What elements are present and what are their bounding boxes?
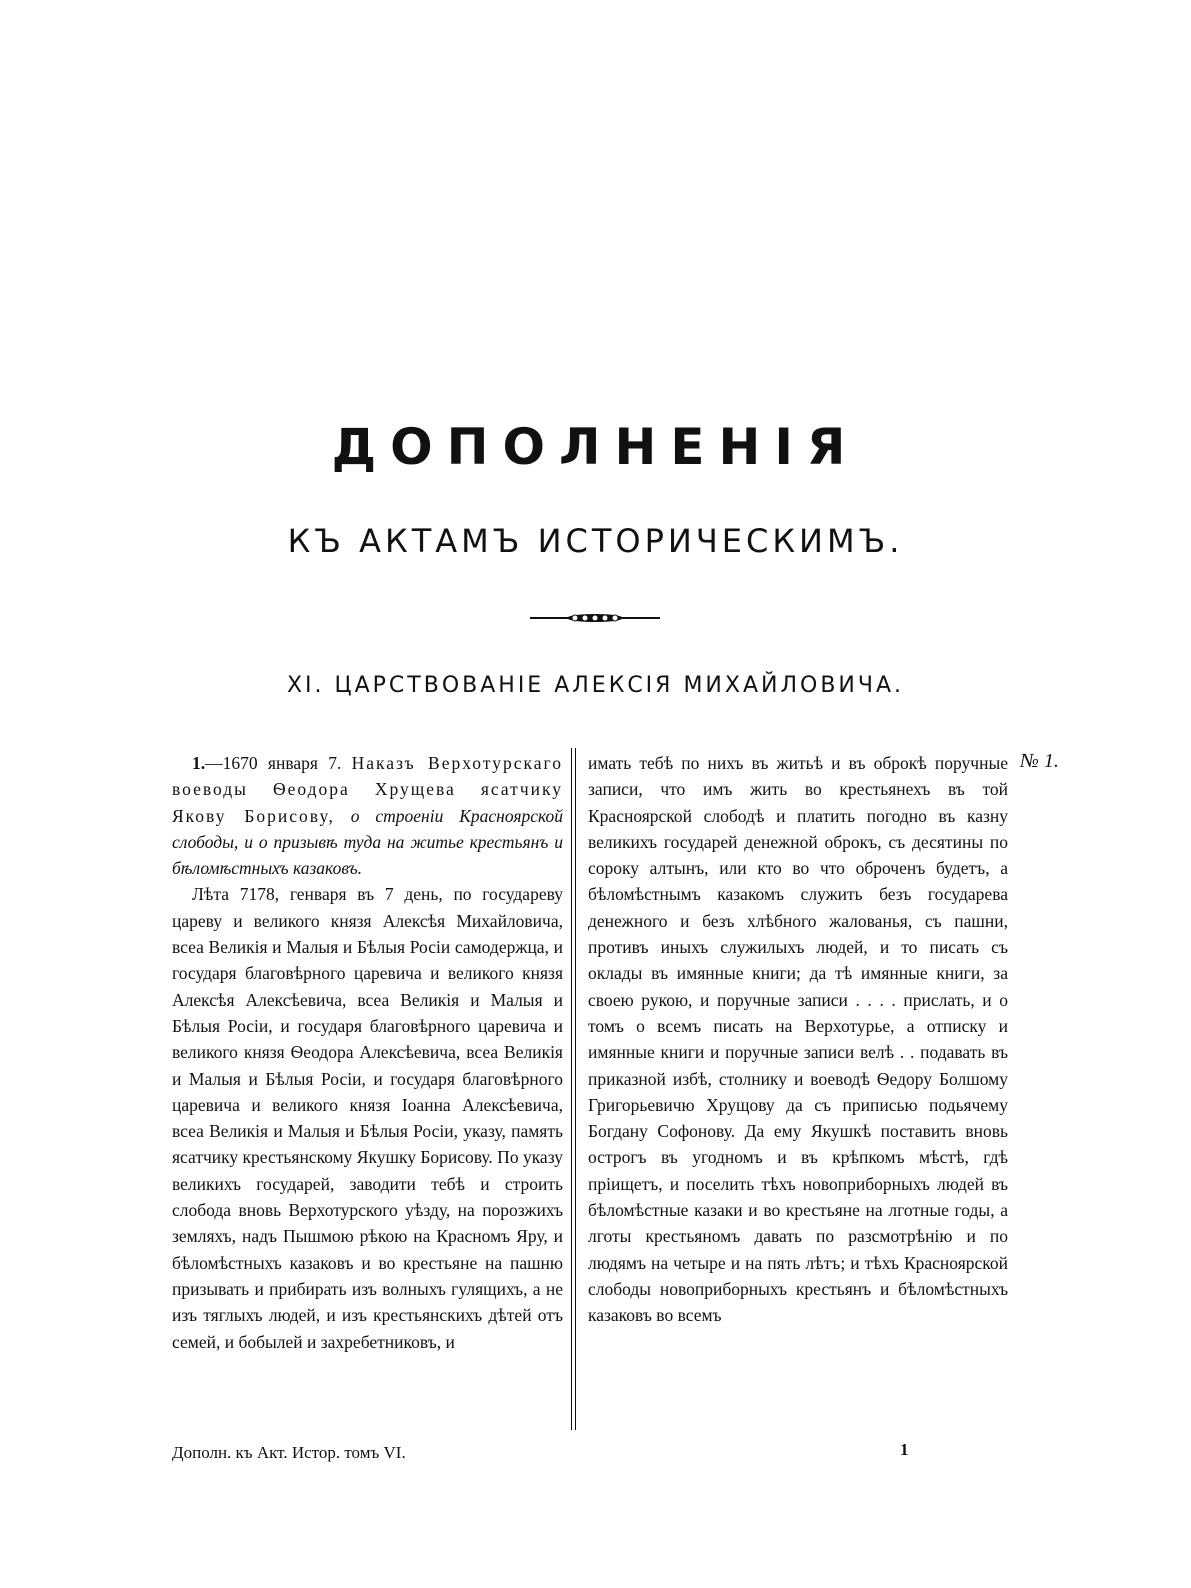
footer-signature: Дополн. къ Акт. Истор. томъ VI.: [172, 1443, 406, 1462]
ornament-divider-icon: [530, 608, 660, 628]
entry-date: —1670 января 7.: [205, 753, 342, 773]
column-divider: [571, 748, 576, 1430]
page-number: 1: [900, 1440, 909, 1459]
left-column-text: Лѣта 7178, генваря въ 7 день, по государеву цареву и великого князя Алексѣя Михайловича, всеа Великія и Малыя и Бѣлыя Росіи самодержца, и государя благовѣрного царевича и великого князя Алексѣя Алексѣевича, всеа Великія и Малыя и Бѣлыя Росіи, и государя благовѣрного царевича и великого князя Ѳеодора Алексѣевича, всеа Великія и Малыя и Бѣлыя Росіи, и государя благовѣрного царевича и великого князя Іоанна Алексѣевича, всеа Великія и Малыя и Бѣлыя Росіи, указу, память ясатчику крестьянскому Якушку Борисову. По указу великихъ государей, заводити тебѣ и строить слобода вновь Верхотурского уѣзду, на порозжихъ земляхъ, надъ Пышмою рѣкою на Красномъ Яру, и бѣломѣстныхъ казаковъ и во крестьяне на пашню призывать и прибирать изъ волныхъ гулящихъ, а не изъ тяглыхъ людей, и изъ крестьянскихъ дѣтей отъ семей, и бобылей и захребетниковъ, и: [172, 884, 563, 1352]
entry-heading-spaced: Наказъ Верхотурскаго воеводы Ѳеодора Хрущева ясатчику Якову Борисову,: [172, 753, 563, 826]
entry-number: 1.: [192, 753, 206, 773]
section-heading: XI. ЦАРСТВОВАНІЕ АЛЕКСІЯ МИХАЙЛОВИЧА.: [286, 673, 904, 698]
page-title: ДОПОЛНЕНІЯ: [331, 418, 860, 476]
right-column-text: имать тебѣ по нихъ въ житьѣ и въ оброкѣ поручные записи, что имъ жить во крестьянехъ въ той Красноярской слободѣ и платить погодно въ казну великихъ государей денежной оброкъ, съ десятины по сороку алтынъ, или кто во что оброченъ будетъ, а бѣломѣстнымъ казакомъ служить безъ государева денежного и безъ хлѣбного жалованья, съ пашни, противъ иныхъ служилыхъ людей, и то писать съ оклады въ имянные книги; да тѣ имянные книги, за своею рукою, и поручные записи . . . . прислать, и о томъ о всемъ писать на Верхотурье, а отписку и имянные книги и поручные записи велѣ . . подавать въ приказной избѣ, столнику и воеводѣ Ѳедору Болшому Григорьевичю Хрущову да съ приписью подьячему Богдану Софонову. Да ему Якушкѣ поставить вновь острогъ въ угодномъ и въ крѣпкомъ мѣстѣ, гдѣ пріищетъ, и поселить тѣхъ новоприборныхъ людей въ бѣломѣстные казаки и во крестьяне на лготные годы, а лготы крестьяномъ давать по разсмотрѣнію и по людямъ на четыре и на пять лѣтъ; и тѣхъ Красноярской слободы новоприборныхъ крестьянъ и бѣломѣстныхъ казаковъ во всемъ: [588, 753, 1008, 1326]
margin-document-number: № 1.: [1020, 750, 1059, 772]
entry-heading-italic: о строеніи Красноярской слободы, и о призывѣ туда на житье крестьянъ и бѣломѣстныхъ казаковъ.: [172, 805, 564, 879]
page-subtitle: КЪ АКТАМЪ ИСТОРИЧЕСКИМЪ.: [287, 522, 904, 560]
left-column: [172, 750, 563, 1355]
right-column: [588, 750, 1008, 1329]
entry-heading: [172, 750, 563, 881]
